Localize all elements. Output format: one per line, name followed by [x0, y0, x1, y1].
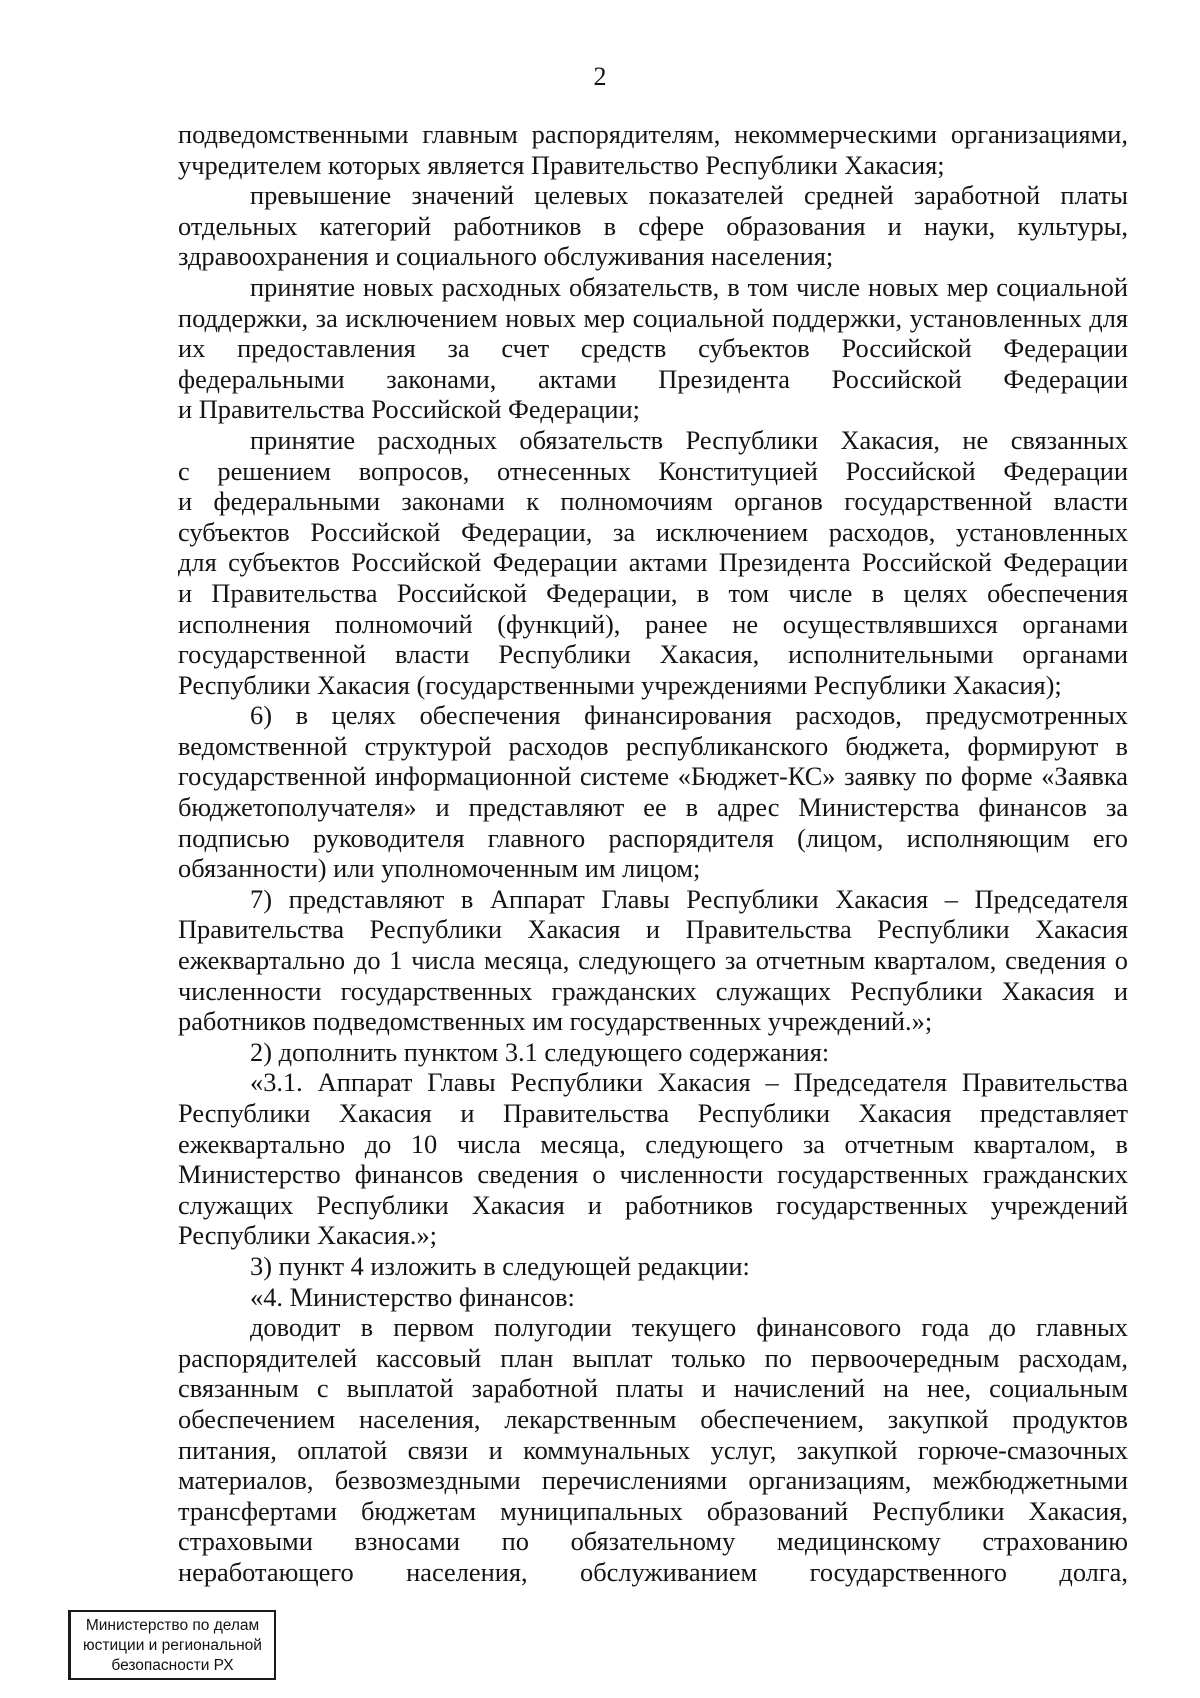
text-line: Правительства Республики Хакасия и Правительства Республики Хакасия [178, 914, 1128, 945]
text-line: принятие расходных обязательств Республики Хакасия, не связанных [250, 424, 1128, 455]
text-line: 3) пункт 4 изложить в следующей редакции: [250, 1250, 750, 1281]
text-line: Министерство финансов сведения о численности государственных гражданских [178, 1159, 1128, 1190]
text-line: их предоставления за счет средств субъектов Российской Федерации [178, 333, 1128, 364]
stamp-line-1: Министерство по делам [85, 1617, 260, 1634]
text-line: распорядителей кассовый план выплат только по первоочередным расходам, [178, 1342, 1128, 1373]
text-line: Республики Хакасия.»; [178, 1220, 437, 1251]
text-line: 7) представляют в Аппарат Главы Республики Хакасия – Председателя [250, 883, 1128, 914]
text-line: трансфертами бюджетам муниципальных образований Республики Хакасия, [178, 1495, 1128, 1526]
text-line: страховыми взносами по обязательному медицинскому страхованию [178, 1526, 1128, 1557]
stamp-line-3: безопасности РХ [111, 1657, 234, 1674]
registration-stamp [68, 1610, 276, 1680]
text-line: Республики Хакасия (государственными учреждениями Республики Хакасия); [178, 669, 1062, 700]
text-line: обязанности) или уполномоченным им лицом; [178, 853, 701, 884]
document-body [178, 119, 1128, 1588]
text-line: с решением вопросов, отнесенных Конституцией Российской Федерации [178, 455, 1128, 486]
text-line: связанным с выплатой заработной платы и начислений на нее, социальным [178, 1373, 1128, 1404]
stamp-line-2: юстиции и региональной [83, 1637, 262, 1654]
text-line: ежеквартально до 10 числа месяца, следующего за отчетным кварталом, в [178, 1128, 1128, 1159]
text-line: ведомственной структурой расходов республиканского бюджета, формируют в [178, 730, 1128, 761]
text-line: ежеквартально до 1 числа месяца, следующего за отчетным кварталом, сведения о [178, 945, 1128, 976]
text-line: работников подведомственных им государственных учреждений.»; [178, 1006, 933, 1037]
text-line: обеспечением населения, лекарственным обеспечением, закупкой продуктов [178, 1403, 1128, 1434]
text-line: и федеральными законами к полномочиям органов государственной власти [178, 486, 1128, 517]
text-line: численности государственных гражданских служащих Республики Хакасия и [178, 975, 1128, 1006]
text-line: бюджетополучателя» и представляют ее в адрес Министерства финансов за [178, 792, 1128, 823]
text-line: подведомственными главным распорядителям, некоммерческими организациями, [178, 119, 1128, 149]
text-line: отдельных категорий работников в сфере образования и науки, культуры, [178, 210, 1128, 241]
text-line: 6) в целях обеспечения финансирования расходов, предусмотренных [250, 700, 1128, 731]
text-line: Республики Хакасия и Правительства Республики Хакасия представляет [178, 1098, 1128, 1128]
text-line: исполнения полномочий (функций), ранее не осуществлявшихся органами [178, 608, 1128, 639]
text-line: поддержки, за исключением новых мер социальной поддержки, установленных для [178, 302, 1128, 333]
text-line: превышение значений целевых показателей средней заработной платы [250, 180, 1128, 211]
text-line: и Правительства Российской Федерации, в том числе в целях обеспечения [178, 577, 1128, 608]
text-line: здравоохранения и социального обслуживания населения; [178, 241, 834, 272]
page-number: 2 [593, 62, 607, 91]
text-line: субъектов Российской Федерации, за исключением расходов, установленных [178, 516, 1128, 547]
text-line: неработающего населения, обслуживанием государственного долга, [178, 1556, 1128, 1587]
text-line: «3.1. Аппарат Главы Республики Хакасия – Председателя Правительства [250, 1067, 1128, 1098]
text-line: государственной информационной системе «Бюджет-КС» заявку по форме «Заявка [178, 761, 1128, 792]
text-line: «4. Министерство финансов: [250, 1281, 575, 1312]
text-line: федеральными законами, актами Президента Российской Федерации [178, 363, 1128, 394]
text-line: подписью руководителя главного распорядителя (лицом, исполняющим его [178, 822, 1128, 853]
text-line: для субъектов Российской Федерации актами Президента Российской Федерации [178, 547, 1128, 578]
text-line: государственной власти Республики Хакасия, исполнительными органами [178, 639, 1128, 670]
text-line: материалов, безвозмездными перечислениями организациям, межбюджетными [178, 1465, 1128, 1496]
text-line: учредителем которых является Правительство Республики Хакасия; [178, 149, 945, 180]
text-line: доводит в первом полугодии текущего финансового года до главных [250, 1312, 1128, 1343]
text-line: служащих Республики Хакасия и работников государственных учреждений [178, 1189, 1128, 1220]
text-line: принятие новых расходных обязательств, в том числе новых мер социальной [250, 271, 1128, 302]
text-line: и Правительства Российской Федерации; [178, 394, 641, 425]
text-line: питания, оплатой связи и коммунальных услуг, закупкой горюче-смазочных [178, 1434, 1128, 1465]
text-line: 2) дополнить пунктом 3.1 следующего содержания: [250, 1036, 830, 1067]
